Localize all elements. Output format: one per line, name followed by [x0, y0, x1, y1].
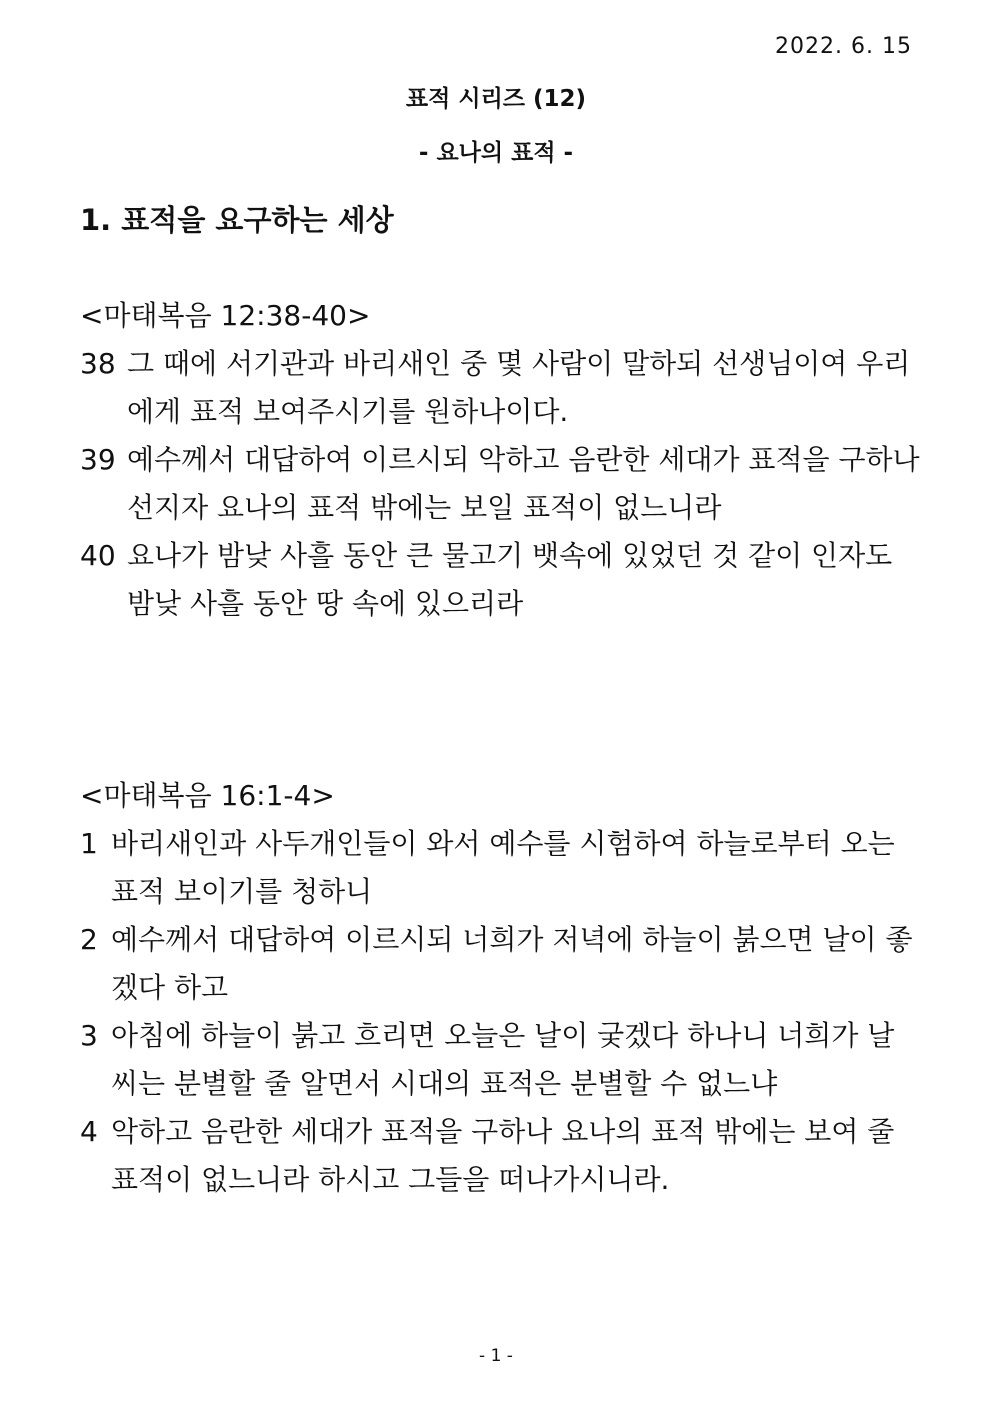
verse-text: 악하고 음란한 세대가 표적을 구하나 요나의 표적 밖에는 보여 줄 표적이 없느니라 하시고 그들을 떠나가시니라. — [111, 1115, 895, 1196]
verse-number: 39 — [80, 443, 116, 476]
passage-matthew-12 — [80, 292, 920, 628]
verse-number: 4 — [80, 1115, 98, 1148]
verse-number: 40 — [80, 539, 116, 572]
page-subtitle: - 요나의 표적 - — [418, 140, 574, 166]
verse-number: 1 — [80, 827, 98, 860]
verse-number: 2 — [80, 923, 98, 956]
verse — [80, 532, 920, 628]
verse — [80, 1108, 920, 1204]
verse-text: 요나가 밤낮 사흘 동안 큰 물고기 뱃속에 있었던 것 같이 인자도 밤낮 사흘 동안 땅 속에 있으리라 — [127, 539, 893, 620]
verse-number: 3 — [80, 1019, 98, 1052]
verse — [80, 820, 920, 916]
verse — [80, 916, 920, 1012]
verse — [80, 436, 920, 532]
verse-text: 예수께서 대답하여 이르시되 악하고 음란한 세대가 표적을 구하나 선지자 요나의 표적 밖에는 보일 표적이 없느니라 — [127, 443, 920, 524]
section-heading: 1. 표적을 요구하는 세상 — [80, 203, 394, 237]
page-number: - 1 - — [479, 1346, 513, 1366]
page-title: 표적 시리즈 (12) — [405, 86, 587, 112]
passage-matthew-16 — [80, 772, 920, 1204]
verse-text: 아침에 하늘이 붉고 흐리면 오늘은 날이 궂겠다 하나니 너희가 날씨는 분별할 줄 알면서 시대의 표적은 분별할 수 없느냐 — [111, 1019, 895, 1100]
passage-reference: <마태복음 16:1-4> — [80, 779, 335, 812]
verse-number: 38 — [80, 347, 116, 380]
passage-reference: <마태복음 12:38-40> — [80, 299, 371, 332]
verse-text: 바리새인과 사두개인들이 와서 예수를 시험하여 하늘로부터 오는 표적 보이기를 청하니 — [111, 827, 895, 908]
date: 2022. 6. 15 — [775, 34, 912, 59]
verse-text: 그 때에 서기관과 바리새인 중 몇 사람이 말하되 선생님이여 우리에게 표적 보여주시기를 원하나이다. — [127, 347, 911, 428]
verse — [80, 340, 920, 436]
verse — [80, 1012, 920, 1108]
verse-text: 예수께서 대답하여 이르시되 너희가 저녁에 하늘이 붉으면 날이 좋겠다 하고 — [111, 923, 913, 1004]
